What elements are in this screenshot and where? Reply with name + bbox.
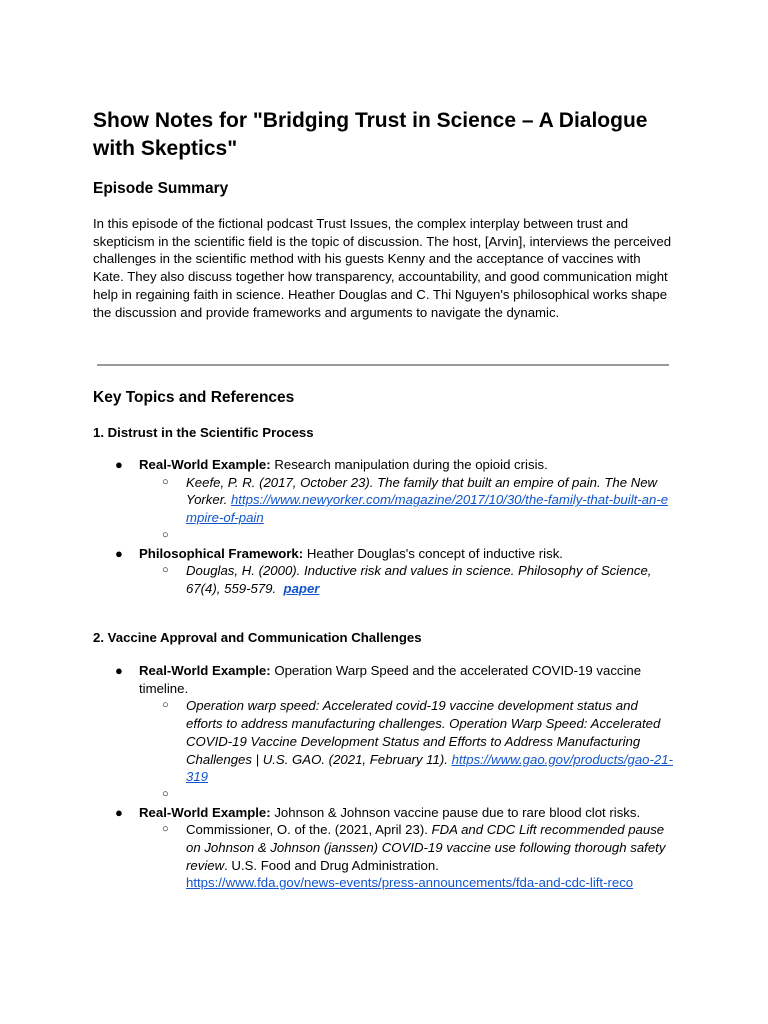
circle-bullet-icon: ○ xyxy=(162,787,169,800)
item-text: Johnson & Johnson vaccine pause due to rare blood clot risks. xyxy=(270,804,641,820)
reference-item xyxy=(93,474,675,527)
reference-publisher: . U.S. Food and Drug Administration. xyxy=(224,857,439,873)
bullet-icon: ● xyxy=(115,457,123,472)
reference-link-gao[interactable]: https://www.gao.gov/products/gao-21-319 xyxy=(186,751,673,785)
reference-author: Commissioner, O. of the. (2021, April 23). xyxy=(186,822,432,838)
reference-link-paper[interactable]: paper xyxy=(283,580,320,596)
section-heading-distrust: 1. Distrust in the Scientific Process xyxy=(93,425,314,440)
circle-bullet-icon: ○ xyxy=(162,699,169,712)
page-title: Show Notes for "Bridging Trust in Science – A Dialogue with Skeptics" xyxy=(93,109,648,160)
list-item xyxy=(93,545,675,598)
list-item xyxy=(93,662,675,804)
bullet-icon: ● xyxy=(115,545,123,561)
circle-bullet-icon: ○ xyxy=(162,528,169,541)
reference-item xyxy=(93,562,675,597)
episode-summary-body: In this episode of the fictional podcast Trust Issues, the complex interplay between trust and skepticism in the scientific field is the topic of discussion. The host, [Arvin], interviews the perceived challenges in the scientific method with his guests Kenny and the acceptance of vaccines with Kate. They also discuss together how transparency, accountability, and good communication might help in regaining faith in science. Heather Douglas and C. Thi Nguyen's philosophical works shape the discussion and provide frameworks and arguments to navigate the dynamic. xyxy=(93,216,672,320)
reference-item xyxy=(93,821,675,892)
horizontal-divider xyxy=(97,364,669,366)
reference-citation: Keefe, P. R. (2017, October 23). The family that built an empire of pain. The New Yorker. xyxy=(186,474,658,508)
reference-citation: Operation warp speed: Accelerated covid-19 vaccine development status and efforts to address manufacturing challenges. Operation Warp Speed: Accelerated COVID-19 Vaccine Development Status and Efforts to Address Manufacturing Challenges | U.S. GAO. (2021, February 11). xyxy=(186,698,661,767)
episode-summary-heading: Episode Summary xyxy=(93,180,229,197)
item-label: Real-World Example: xyxy=(139,804,271,820)
bullet-icon: ● xyxy=(115,663,123,678)
item-label: Real-World Example: xyxy=(139,663,271,678)
circle-bullet-icon: ○ xyxy=(162,823,169,836)
list-item xyxy=(93,456,675,545)
section-list-vaccine xyxy=(93,662,675,892)
empty-reference-item xyxy=(93,786,675,804)
section-heading-vaccine: 2. Vaccine Approval and Communication Challenges xyxy=(93,630,422,645)
item-text: Research manipulation during the opioid crisis. xyxy=(270,457,548,472)
section-list-distrust xyxy=(93,456,675,598)
item-text: Heather Douglas's concept of inductive risk. xyxy=(303,545,563,561)
reference-citation: Douglas, H. (2000). Inductive risk and values in science. Philosophy of Science, 67(4), 559-579. xyxy=(186,563,652,596)
circle-bullet-icon: ○ xyxy=(162,564,169,577)
circle-bullet-icon: ○ xyxy=(162,475,169,488)
empty-reference-item xyxy=(93,527,675,545)
list-item xyxy=(93,804,675,893)
reference-item xyxy=(93,697,675,786)
item-text: Operation Warp Speed and the accelerated COVID-19 vaccine timeline. xyxy=(139,663,642,696)
key-topics-heading: Key Topics and References xyxy=(93,389,295,406)
reference-link-fda[interactable]: https://www.fda.gov/news-events/press-announcements/fda-and-cdc-lift-reco xyxy=(186,875,634,891)
reference-citation: FDA and CDC Lift recommended pause on Johnson & Johnson (janssen) COVID-19 vaccine use following thorough safety review xyxy=(186,822,666,873)
reference-link-newyorker[interactable]: https://www.newyorker.com/magazine/2017/10/30/the-family-that-built-an-empire-of-pain xyxy=(186,492,669,526)
item-label: Philosophical Framework: xyxy=(139,545,304,561)
bullet-icon: ● xyxy=(115,804,123,820)
item-label: Real-World Example: xyxy=(139,457,271,472)
